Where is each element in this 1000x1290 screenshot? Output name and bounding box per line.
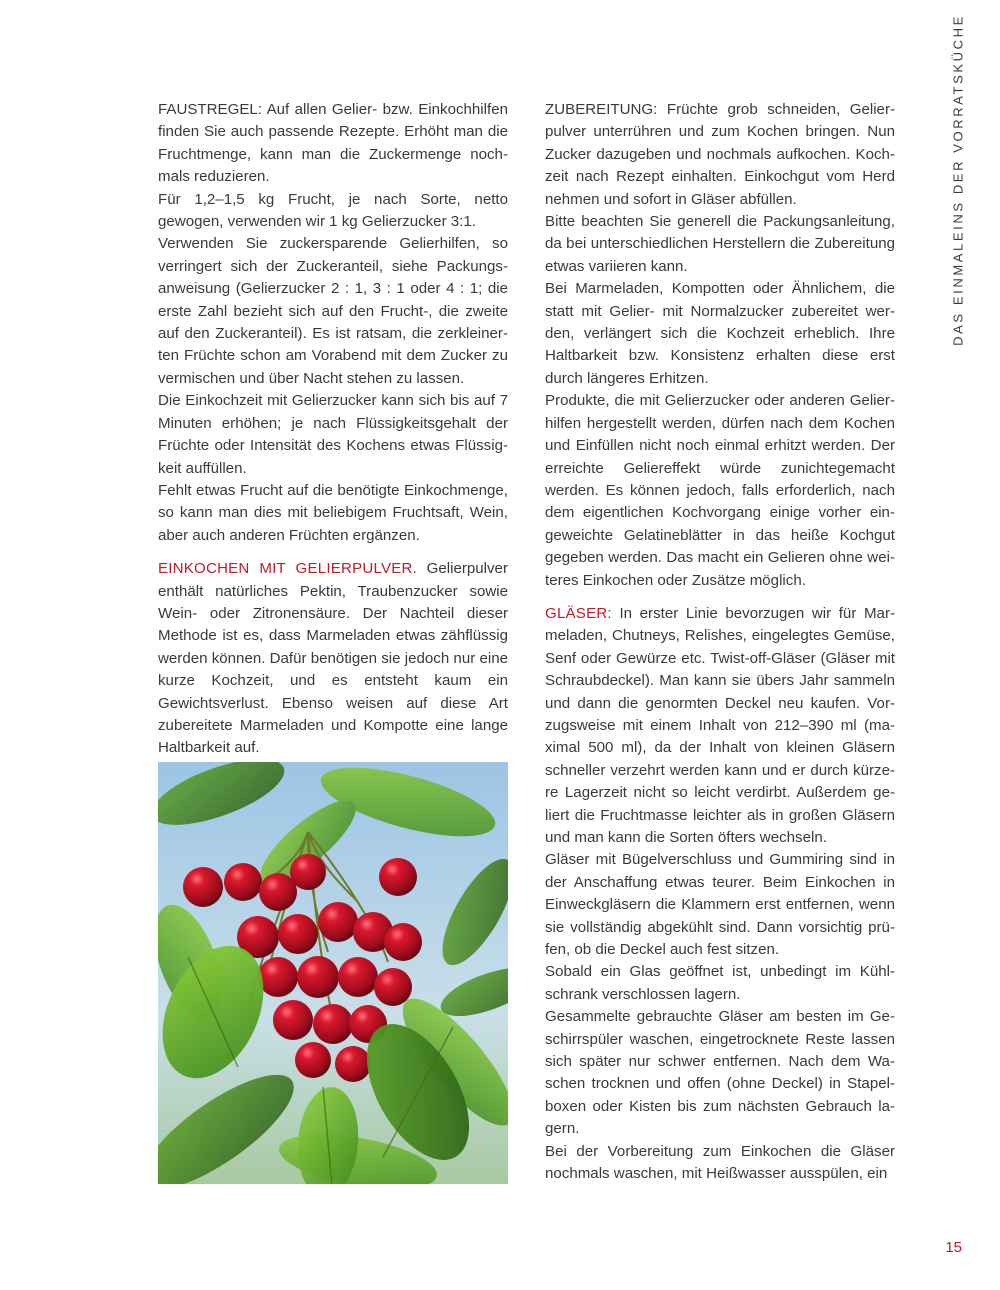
paragraph-einkochzeit: Die Einkochzeit mit Gelierzucker kann sich bis auf 7 Minuten erhöhen; je nach Flüssigkeitsgehalt der Früchte oder Intensität des Kochens etwas Flüssigkeit auffüllen. xyxy=(158,392,508,477)
page-number: 15 xyxy=(945,1239,962,1256)
section-heading-gelierpulver: EINKOCHEN MIT GELIERPULVER. xyxy=(158,560,417,578)
paragraph-fruchtmenge: Fehlt etwas Frucht auf die benötigte Einkochmenge, so kann man dies mit beliebigem Fruchtsaft, Wein, aber auch anderen Früchten ergänzen. xyxy=(158,481,508,544)
paragraph-vorbereitung: Bei der Vorbereitung zum Einkochen die Gläser nochmals waschen, mit Heißwasser ausspülen, ein xyxy=(545,1142,895,1183)
paragraph-normalzucker: Bei Marmeladen, Kompotten oder Ähnlichem, die statt mit Gelier- mit Normalzucker zubereitet werden, verlängert sich die Kochzeit erheblich. Ihre Haltbarkeit bzw. Konsistenz erhalten diese erst durch längeres Erhitzen. xyxy=(545,280,895,387)
paragraph-faustregel: FAUSTREGEL: Auf allen Gelier- bzw. Einkochhilfen finden Sie auch passende Rezepte. Erhöht man die Fruchtmenge, kann man die Zuckermenge nochmals reduzieren. xyxy=(158,101,508,186)
paragraph-zuckersparend: Verwenden Sie zuckersparende Gelierhilfen, so verringert sich der Zuckeranteil, siehe Packungsanweisung (Gelierzucker 2 : 1, 3 : 1 oder 4 : 1; die erste Zahl bezieht sich auf den Frucht-, die zweite auf den Zuckeranteil). Es ist ratsam, die zerkleinerten Früchte schon am Vorabend mit dem Zucker zu vermischen und über Nacht stehen zu lassen. xyxy=(158,235,508,387)
paragraph-gelierpulver xyxy=(158,558,508,760)
left-column xyxy=(158,99,508,760)
gelierpulver-body: Gelierpulver enthält natürliches Pektin, Traubenzucker sowie Wein- oder Zitronensäure. Der Nachteil dieser Methode ist es, dass Marmeladen etwas zähflüssig werden können. Dafür benötigen sie jedoch nur eine kurze Kochzeit, und es entsteht kaum ein Gewichtsverlust. Ebenso weisen auf diese Art zubereitete Marmeladen und Kompotte eine lange Haltbarkeit auf. xyxy=(158,560,508,757)
paragraph-produkte: Produkte, die mit Gelierzucker oder anderen Gelierhilfen hergestellt werden, dürfen nach dem Kochen und Einfüllen nicht noch einmal erhitzt werden. Der erreichte Geliereffekt würde zunichtegemacht werden. Es können jedoch, falls erforderlich, nach dem eigentlichen Kochvorgang einige vorher eingeweichte Gelatineblätter in das heiße Kochgut gegeben werden. Das macht ein Gelieren ohne weiteres Einkochen oder Zusätze möglich. xyxy=(545,392,895,589)
paragraph-kuehlschrank: Sobald ein Glas geöffnet ist, unbedingt im Kühlschrank verschlossen lagern. xyxy=(545,963,895,1003)
glaeser-body: In erster Linie bevorzugen wir für Marmeladen, Chutneys, Relishes, eingelegtes Gemüse, Senf oder Gewürze etc. Twist-off-Gläser (Gläser mit Schraubdeckel). Man kann sie übers Jahr sammeln und dann die genormten Deckel neu kaufen. Vorzugsweise mit einem Inhalt von 212–390 ml (maximal 500 ml), da der Inhalt von kleinen Gläsern schneller verzehrt werden kann und er durch kürzere Lagerzeit nicht so leicht verdirbt. Außerdem geliert die Fruchtmasse leichter als in großen Gläsern und man kann die Sorten öfters wechseln. xyxy=(545,604,895,846)
running-header: DAS EINMALEINS DER VORRATSKÜCHE xyxy=(950,14,966,346)
paragraph-gelierzucker-ratio: Für 1,2–1,5 kg Frucht, je nach Sorte, netto gewogen, verwenden wir 1 kg Gelierzucker 3:1. xyxy=(158,190,508,231)
paragraph-zubereitung: ZUBEREITUNG: Früchte grob schneiden, Gelierpulver unterrühren und zum Kochen bringen. Nun Zucker dazugeben und nochmals aufkochen. Kochzeit nach Rezept einhalten. Einkochgut vom Herd nehmen und sofort in Gläser abfüllen. xyxy=(545,101,895,208)
right-column xyxy=(545,99,895,1186)
paragraph-buegelverschluss: Gläser mit Bügelverschluss und Gummiring sind in der Anschaffung etwas teurer. Beim Einkochen in Einweckgläsern die Klammern erst entfernen, wenn sie vollständig abgekühlt sind. Dann vorsichtig prüfen, ob die Deckel auch fest sitzen. xyxy=(545,851,895,959)
paragraph-packungsanleitung: Bitte beachten Sie generell die Packungsanleitung, da bei unterschiedlichen Herstellern die Zubereitung etwas variieren kann. xyxy=(545,213,895,275)
cherries-photo xyxy=(158,762,508,1184)
section-heading-glaeser: GLÄSER: xyxy=(545,604,612,622)
paragraph-glaeser xyxy=(545,603,895,849)
paragraph-gesammelte-glaeser: Gesammelte gebrauchte Gläser am besten im Geschirrspüler waschen, eingetrocknete Reste lassen sich später nur schwer entfernen. Nach dem Waschen trocknen und offen (ohne Deckel) in Stapelboxen oder Kisten bis zum nächsten Gebrauch lagern. xyxy=(545,1008,895,1138)
